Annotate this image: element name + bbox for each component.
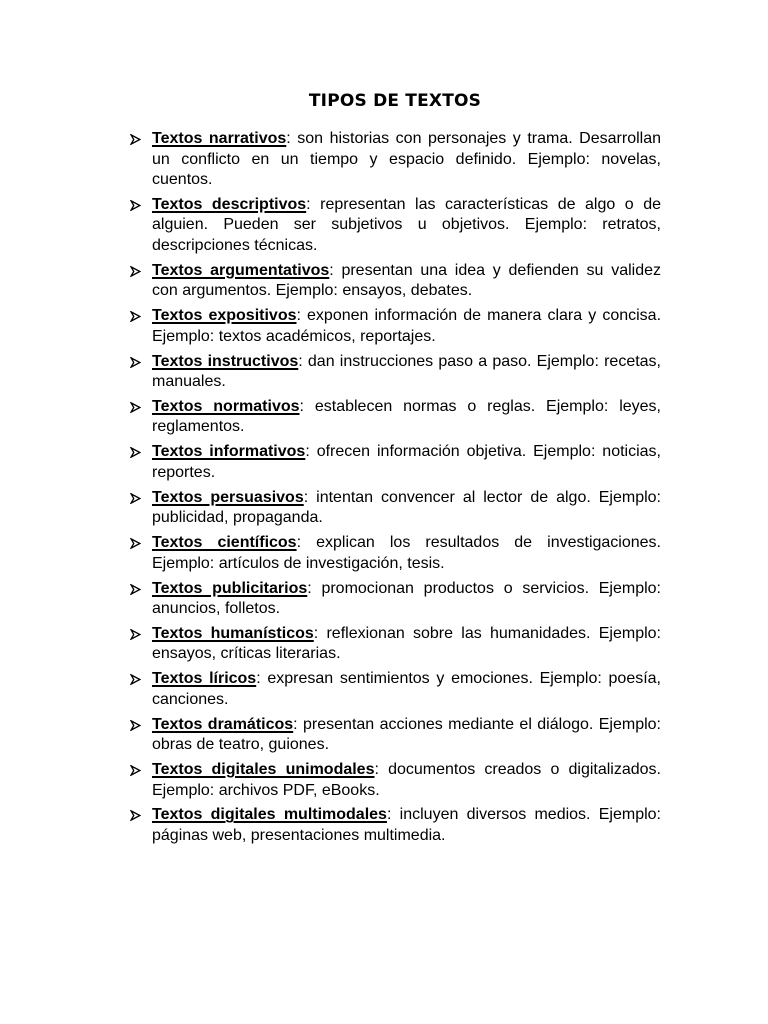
arrow-bullet-icon <box>130 624 144 644</box>
list-item <box>152 669 661 710</box>
list-item <box>152 715 661 756</box>
item-description: : promocionan productos o servicios. Ejemplo: anuncios, folletos. <box>152 579 661 618</box>
item-term: Textos expositivos <box>152 307 297 325</box>
arrow-bullet-icon <box>130 261 144 281</box>
item-description: : incluyen diversos medios. Ejemplo: páginas web, presentaciones multimedia. <box>152 806 662 844</box>
item-term: Textos líricos <box>152 670 257 688</box>
item-term: Textos humanísticos <box>152 624 314 642</box>
arrow-bullet-icon <box>130 352 144 372</box>
item-term: Textos digitales multimodales <box>152 806 387 824</box>
item-description: : son historias con personajes y trama. Desarrollan un conflicto en un tiempo y espacio definido. Ejemplo: novelas, cuentos. <box>152 130 661 188</box>
item-description: : explican los resultados de investigaciones. Ejemplo: artículos de investigación, tesis. <box>152 534 661 572</box>
item-term: Textos persuasivos <box>152 488 304 506</box>
item-description: : dan instrucciones paso a paso. Ejemplo: recetas, manuales. <box>152 352 662 391</box>
item-term: Textos dramáticos <box>152 715 294 733</box>
list-item <box>152 442 661 483</box>
item-description: : exponen información de manera clara y concisa. Ejemplo: textos académicos, reportajes. <box>152 307 662 345</box>
arrow-bullet-icon <box>130 805 144 825</box>
arrow-bullet-icon <box>130 533 144 553</box>
arrow-bullet-icon <box>130 760 144 780</box>
item-description: : presentan una idea y defienden su validez con argumentos. Ejemplo: ensayos, debates. <box>152 261 661 300</box>
item-description: : establecen normas o reglas. Ejemplo: leyes, reglamentos. <box>152 397 661 436</box>
item-term: Textos normativos <box>152 397 300 415</box>
arrow-bullet-icon <box>130 715 144 735</box>
document-title: TIPOS DE TEXTOS <box>308 91 482 111</box>
list-item <box>152 129 661 191</box>
item-description: : presentan acciones mediante el diálogo. Ejemplo: obras de teatro, guiones. <box>152 715 661 754</box>
item-description: : ofrecen información objetiva. Ejemplo: noticias, reportes. <box>152 443 662 481</box>
list-item <box>152 261 661 302</box>
arrow-bullet-icon <box>130 195 144 215</box>
arrow-bullet-icon <box>130 579 144 599</box>
list-item <box>152 533 661 574</box>
arrow-bullet-icon <box>130 442 144 462</box>
list-item <box>152 195 661 257</box>
item-description: : intentan convencer al lector de algo. Ejemplo: publicidad, propaganda. <box>152 488 661 527</box>
item-description: : expresan sentimientos y emociones. Ejemplo: poesía, canciones. <box>152 670 662 708</box>
arrow-bullet-icon <box>130 306 144 326</box>
list-item <box>152 352 661 393</box>
item-term: Textos argumentativos <box>152 261 330 279</box>
item-term: Textos publicitarios <box>152 579 308 597</box>
item-term: Textos narrativos <box>152 130 287 147</box>
list-item <box>152 397 661 438</box>
item-term: Textos digitales unimodales <box>152 761 375 779</box>
item-description: : documentos creados o digitalizados. Ejemplo: archivos PDF, eBooks. <box>152 761 661 799</box>
item-description: : representan las características de algo o de alguien. Pueden ser subjetivos u objetivos. Ejemplo: retratos, descripciones técnicas. <box>152 195 661 254</box>
arrow-bullet-icon <box>130 397 144 417</box>
list-item <box>152 760 661 801</box>
item-term: Textos informativos <box>152 443 306 461</box>
arrow-bullet-icon <box>130 669 144 689</box>
arrow-bullet-icon <box>130 488 144 508</box>
item-term: Textos científicos <box>152 534 297 552</box>
arrow-bullet-icon <box>130 129 144 149</box>
list-item <box>152 488 661 529</box>
list-item <box>152 579 661 620</box>
item-term: Textos descriptivos <box>152 195 307 213</box>
list-item <box>152 805 661 846</box>
item-term: Textos instructivos <box>152 352 299 370</box>
item-description: : reflexionan sobre las humanidades. Ejemplo: ensayos, críticas literarias. <box>152 624 662 663</box>
text-types-list <box>152 129 661 851</box>
list-item <box>152 624 661 665</box>
list-item <box>152 306 661 347</box>
